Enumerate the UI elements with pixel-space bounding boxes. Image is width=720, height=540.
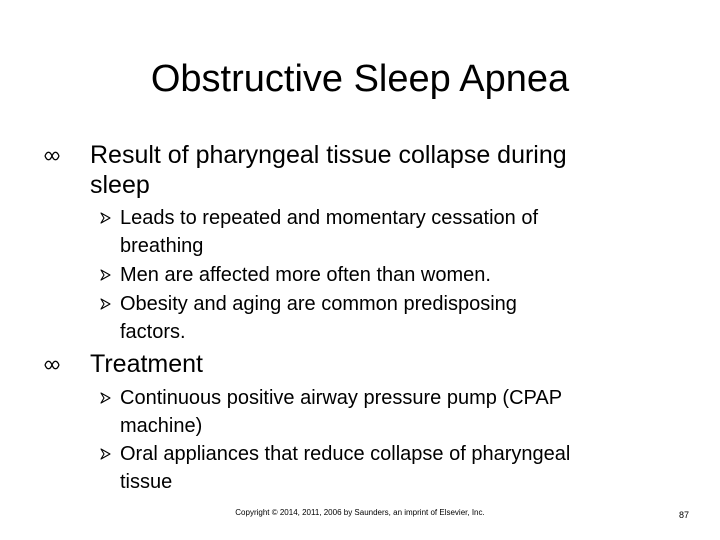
arrowhead-bullet-icon [100, 384, 114, 412]
bullet-text-line: sleep [90, 171, 150, 199]
arrowhead-bullet-icon [100, 440, 114, 468]
sub-bullet-text-line: Obesity and aging are common predisposing [120, 293, 517, 315]
bullet-text-line: Result of pharyngeal tissue collapse during [90, 141, 567, 169]
sub-bullet-item [120, 290, 680, 346]
sub-bullet-text-line: Leads to repeated and momentary cessation of [120, 207, 539, 229]
sub-bullet-item [120, 261, 680, 289]
sub-bullet-text-line: breathing [120, 235, 204, 257]
bullet-item [90, 140, 670, 200]
ornament-bullet-icon [42, 349, 62, 379]
page-number: 87 [678, 510, 689, 520]
sub-bullet-item [120, 384, 680, 440]
bullet-text-line: Treatment [90, 350, 204, 378]
copyright-footer: Copyright © 2014, 2011, 2006 by Saunders, an imprint of Elsevier, Inc. [235, 508, 485, 517]
sub-bullet-text-line: factors. [120, 321, 186, 343]
sub-bullet-text-line: tissue [120, 471, 173, 493]
sub-bullet-text-line: machine) [120, 415, 203, 437]
slide-title: Obstructive Sleep Apnea [150, 58, 570, 100]
sub-bullet-item [120, 204, 680, 260]
sub-bullet-text-line: Oral appliances that reduce collapse of pharyngeal [120, 443, 571, 465]
arrowhead-bullet-icon [100, 290, 114, 318]
sub-bullet-text-line: Continuous positive airway pressure pump (CPAP [120, 387, 563, 409]
arrowhead-bullet-icon [100, 261, 114, 289]
arrowhead-bullet-icon [100, 204, 114, 232]
ornament-bullet-icon [42, 140, 62, 170]
sub-bullet-text-line: Men are affected more often than women. [120, 264, 491, 286]
sub-bullet-item [120, 440, 680, 496]
bullet-item [90, 349, 670, 379]
